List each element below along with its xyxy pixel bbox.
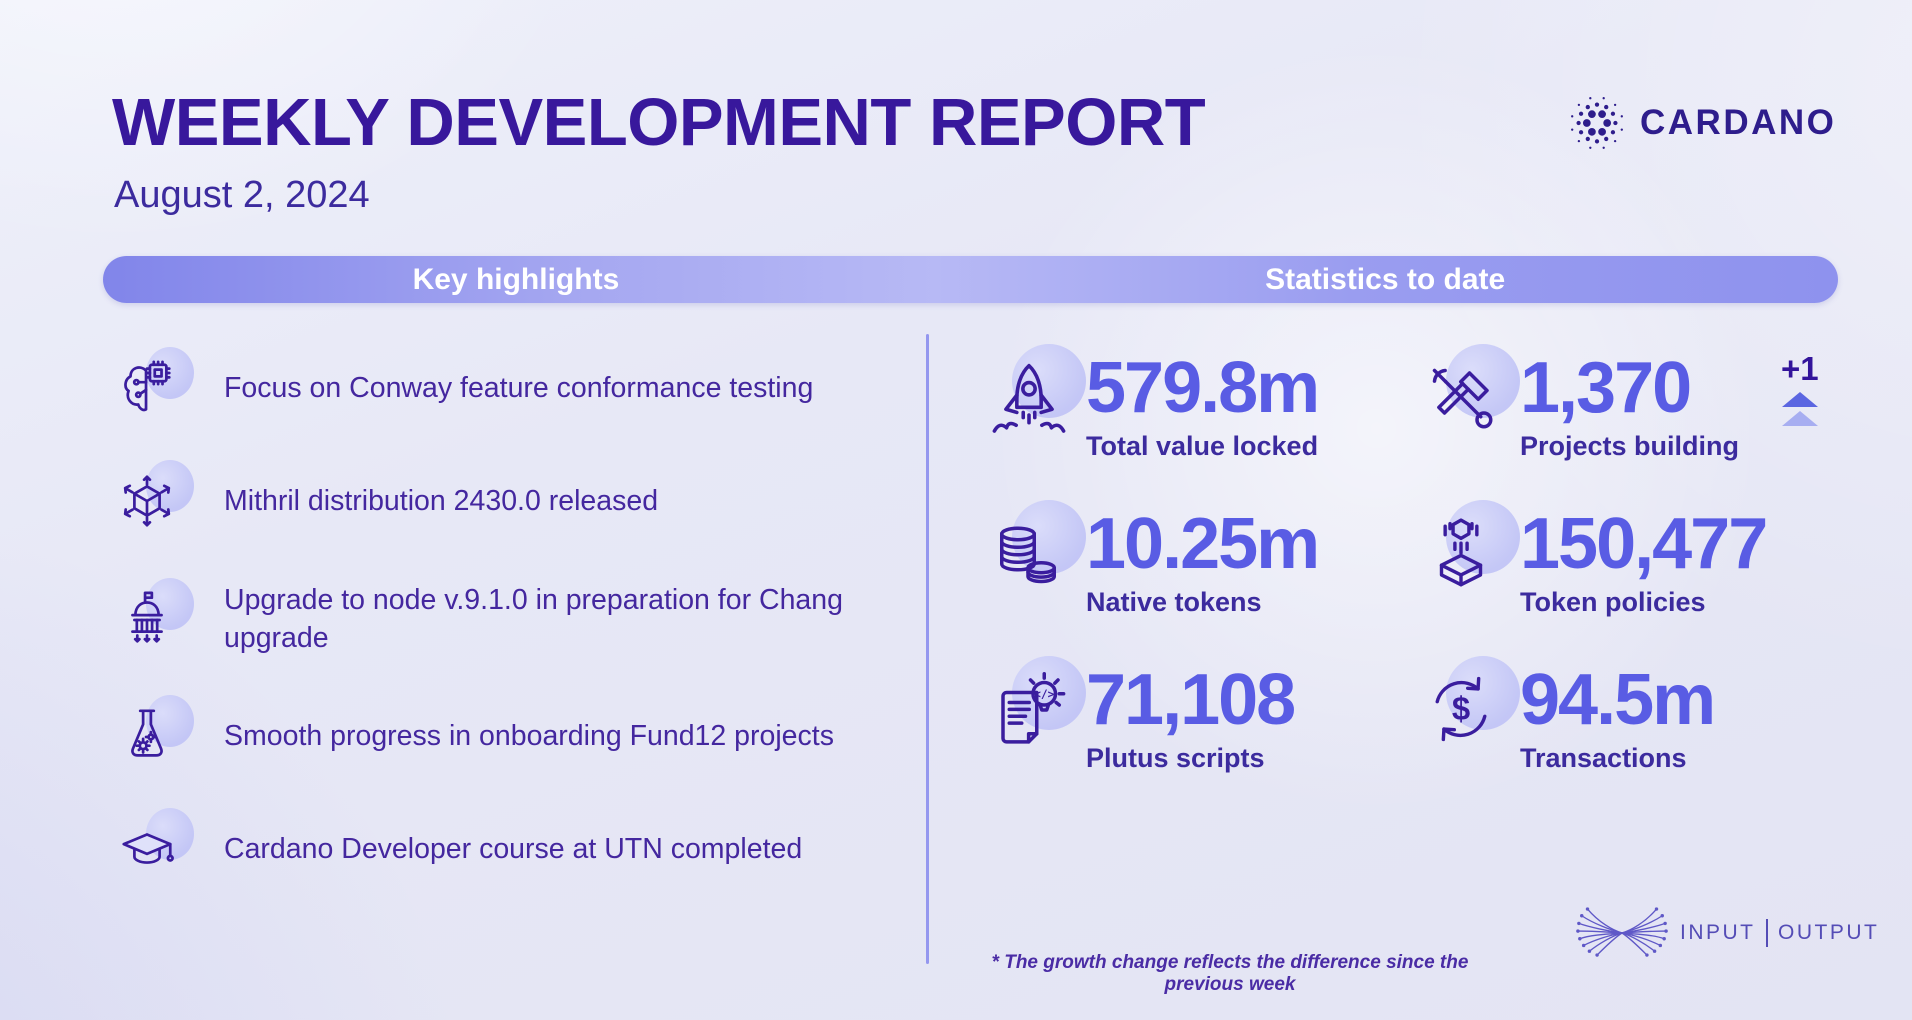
stat-value: 94.5m (1520, 660, 1715, 740)
stat-value: 10.25m (1086, 504, 1319, 584)
highlight-item-mithril (116, 469, 896, 535)
svg-text:</>: </> (1034, 688, 1055, 702)
highlight-text: Upgrade to node v.9.1.0 in preparation for Chang upgrade (224, 584, 843, 654)
footnote: * The growth change reflects the difference since the previous week (991, 952, 1469, 995)
highlight-item-utn-course (116, 817, 896, 883)
stat-label: Projects building (1520, 431, 1740, 461)
stat-plutus-scripts (986, 660, 1420, 774)
highlight-text: Smooth progress in onboarding Fund12 projects (224, 720, 834, 753)
io-butterfly-icon (1576, 902, 1668, 964)
statistics-header: Statistics to date (1265, 263, 1506, 296)
governance-building-icon (116, 588, 178, 650)
stat-value: 1,370 (1520, 348, 1691, 428)
coins-icon (988, 514, 1068, 594)
mithril-cube-icon (116, 470, 178, 532)
growth-indicator (1781, 352, 1819, 426)
up-arrow-icon (1782, 392, 1818, 407)
stat-value: 71,108 (1086, 660, 1295, 740)
cardano-starburst-icon (1566, 92, 1628, 154)
stat-value: 150,477 (1520, 504, 1767, 584)
graduation-cap-icon (116, 818, 178, 880)
key-highlights-header: Key highlights (412, 263, 620, 296)
statistics-grid (986, 348, 1819, 774)
cardano-logo (1566, 92, 1836, 154)
stat-projects-building (1420, 348, 1819, 462)
highlight-item-fund12 (116, 704, 896, 770)
stat-token-policies (1420, 504, 1819, 618)
io-input-label: INPUT (1680, 921, 1756, 944)
highlight-text: Cardano Developer course at UTN completed (224, 833, 803, 866)
io-output-label: OUTPUT (1778, 921, 1880, 944)
svg-text:$: $ (1451, 689, 1471, 727)
stat-label: Native tokens (1086, 587, 1262, 617)
stat-label: Plutus scripts (1086, 743, 1265, 773)
growth-value: +1 (1781, 350, 1819, 387)
stat-label: Total value locked (1086, 431, 1319, 461)
stat-label: Transactions (1520, 743, 1687, 773)
token-mint-icon (1422, 514, 1500, 592)
stat-value: 579.8m (1086, 348, 1319, 428)
document-bulb-icon (988, 670, 1068, 750)
section-header-bar (103, 256, 1838, 303)
highlight-item-conway (116, 356, 896, 422)
column-divider (926, 334, 929, 964)
rocket-icon (988, 358, 1070, 440)
highlight-item-node-upgrade (116, 582, 896, 657)
page-title: WEEKLY DEVELOPMENT REPORT (112, 85, 1206, 160)
report-date: August 2, 2024 (114, 174, 370, 216)
brain-chip-icon (116, 357, 178, 419)
highlight-text: Mithril distribution 2430.0 released (224, 485, 659, 518)
flask-icon (116, 705, 178, 767)
hammer-wrench-icon (1422, 358, 1502, 438)
key-highlights-list (116, 356, 896, 883)
stat-transactions (1420, 660, 1819, 774)
stat-native-tokens (986, 504, 1420, 618)
up-arrow-light-icon (1782, 411, 1818, 426)
stat-total-value-locked (986, 348, 1420, 462)
stat-label: Token policies (1520, 587, 1706, 617)
input-output-logo (1576, 902, 1879, 964)
cardano-wordmark: CARDANO (1640, 103, 1837, 142)
io-separator (1766, 919, 1769, 947)
highlight-text: Focus on Conway feature conformance testing (224, 372, 814, 405)
currency-cycle-icon (1422, 670, 1500, 748)
